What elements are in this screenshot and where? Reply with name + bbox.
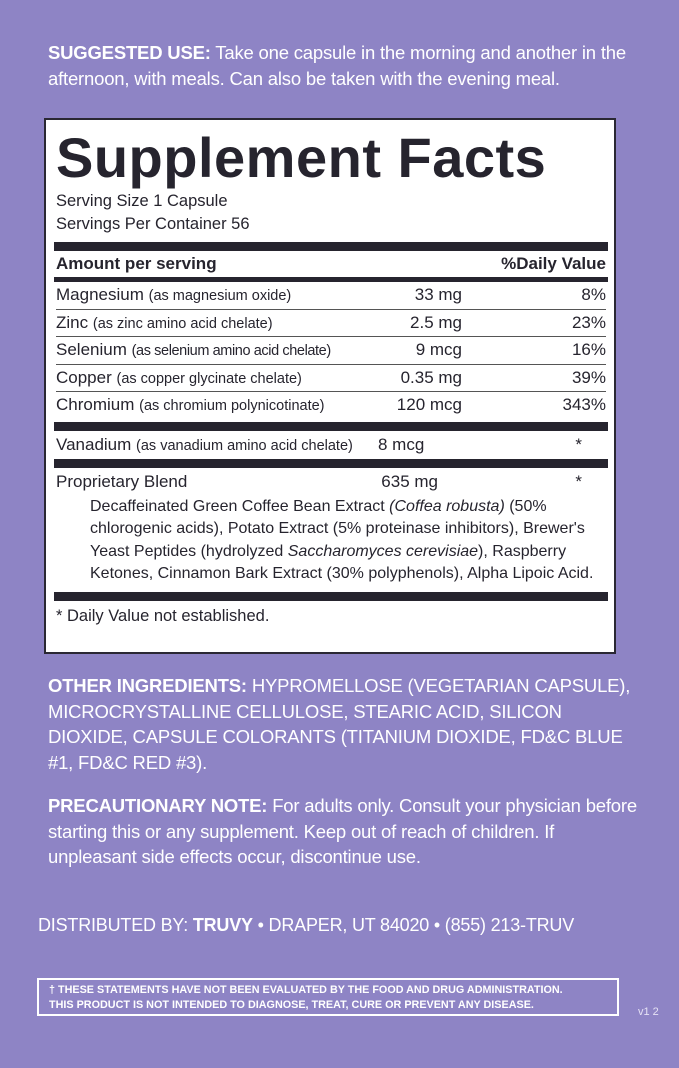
nutrient-amount: 2.5 mg <box>410 312 462 332</box>
table-row <box>56 282 606 310</box>
suggested-use-text: Take one capsule in the morning and another in the afternoon, with meals. Can also be taken with the evening meal. <box>48 42 626 89</box>
distributed-by <box>38 913 628 939</box>
nutrient-name: Vanadium <box>56 434 132 454</box>
table-row <box>56 365 606 393</box>
serving-size: Serving Size 1 Capsule <box>56 192 228 210</box>
vanadium-row <box>56 431 606 459</box>
table-header <box>56 251 606 277</box>
blend-text: Decaffeinated Green Coffee Bean Extract <box>90 497 390 515</box>
blend-name: Proprietary Blend <box>56 471 188 491</box>
blend-dv: * <box>575 471 582 491</box>
nutrient-dv: 16% <box>571 340 606 360</box>
other-ingredients-text: HYPROMELLOSE (VEGETARIAN CAPSULE), MICROCRYSTALLINE CELLULOSE, STEARIC ACID, SILICON DIOXIDE, CAPSULE COLORANTS (TITANIUM DIOXIDE, FD&C BLUE #1, FD&C RED #3). <box>48 675 631 773</box>
other-ingredients-label: OTHER INGREDIENTS: <box>48 675 247 696</box>
nutrient-source: (as chromium polynicotinate) <box>139 398 325 415</box>
nutrient-amount: 9 mcg <box>415 340 462 360</box>
nutrient-dv: * <box>575 434 582 454</box>
nutrient-source: (as copper glycinate chelate) <box>116 370 302 387</box>
nutrient-source: (as vanadium amino acid chelate) <box>136 437 353 454</box>
nutrient-name: Chromium <box>56 395 135 415</box>
table-row <box>56 337 606 365</box>
blend-row <box>56 468 606 496</box>
version-label: v1 2 <box>638 1006 659 1018</box>
nutrient-dv: 8% <box>581 285 606 305</box>
servings-per-container: Servings Per Container 56 <box>56 215 250 233</box>
fda-disclaimer <box>37 978 619 1016</box>
nutrient-amount: 120 mcg <box>396 395 462 415</box>
nutrient-name: Zinc <box>56 312 89 332</box>
facts-title: Supplement Facts <box>56 126 547 189</box>
nutrient-source: (as selenium amino acid chelate) <box>131 343 331 360</box>
distributed-label: DISTRIBUTED BY: <box>38 915 193 935</box>
precaution-label: PRECAUTIONARY NOTE: <box>48 795 268 816</box>
blend-text-italic: (Coffea robusta) <box>389 497 505 515</box>
other-ingredients <box>48 673 638 775</box>
divider <box>54 422 608 431</box>
nutrient-amount: 8 mcg <box>378 434 425 454</box>
table-row <box>56 392 606 419</box>
nutrient-amount: 0.35 mg <box>400 367 462 387</box>
nutrient-dv: 39% <box>571 367 606 387</box>
nutrient-dv: 23% <box>571 312 606 332</box>
divider <box>54 459 608 468</box>
suggested-use <box>48 40 638 91</box>
table-row <box>56 310 606 338</box>
divider <box>54 592 608 601</box>
brand-name: TRUVY <box>192 915 253 935</box>
disclaimer-line: † THESE STATEMENTS HAVE NOT BEEN EVALUATED BY THE FOOD AND DRUG ADMINISTRATION. <box>49 984 563 996</box>
header-amount: Amount per serving <box>56 254 217 273</box>
suggested-use-label: SUGGESTED USE: <box>48 42 211 63</box>
blend-text: (50% chlorogenic acids), Potato Extract (5% proteinase inhibitors), Brewer's Yeast Peptides (hydrolyzed <box>90 497 585 560</box>
nutrient-source: (as magnesium oxide) <box>148 288 292 305</box>
blend-ingredients <box>56 496 606 592</box>
nutrient-name: Selenium <box>56 340 127 360</box>
header-dv: %Daily Value <box>501 254 606 273</box>
blend-text: ), Raspberry Ketones, Cinnamon Bark Extract (30% polyphenols), Alpha Lipoic Acid. <box>90 542 594 583</box>
distributed-text: • DRAPER, UT 84020 • (855) 213-TRUV <box>252 915 575 935</box>
nutrient-rows <box>56 282 606 419</box>
divider <box>54 242 608 251</box>
supplement-facts-panel <box>44 118 616 654</box>
blend-amount: 635 mg <box>381 471 438 491</box>
disclaimer-line: THIS PRODUCT IS NOT INTENDED TO DIAGNOSE, TREAT, CURE OR PREVENT ANY DISEASE. <box>49 999 534 1011</box>
daily-value-footnote: * Daily Value not established. <box>56 606 270 625</box>
precaution-text: For adults only. Consult your physician before starting this or any supplement. Keep out of reach of children. If unpleasant side effects occur, discontinue use. <box>48 795 637 867</box>
blend-text-italic: Saccharomyces cerevisiae <box>287 542 479 560</box>
nutrient-name: Magnesium <box>56 285 144 305</box>
nutrient-name: Copper <box>56 367 112 387</box>
precautionary-note <box>48 793 638 870</box>
nutrient-amount: 33 mg <box>414 285 462 305</box>
nutrient-source: (as zinc amino acid chelate) <box>92 315 273 332</box>
nutrient-dv: 343% <box>562 395 606 415</box>
